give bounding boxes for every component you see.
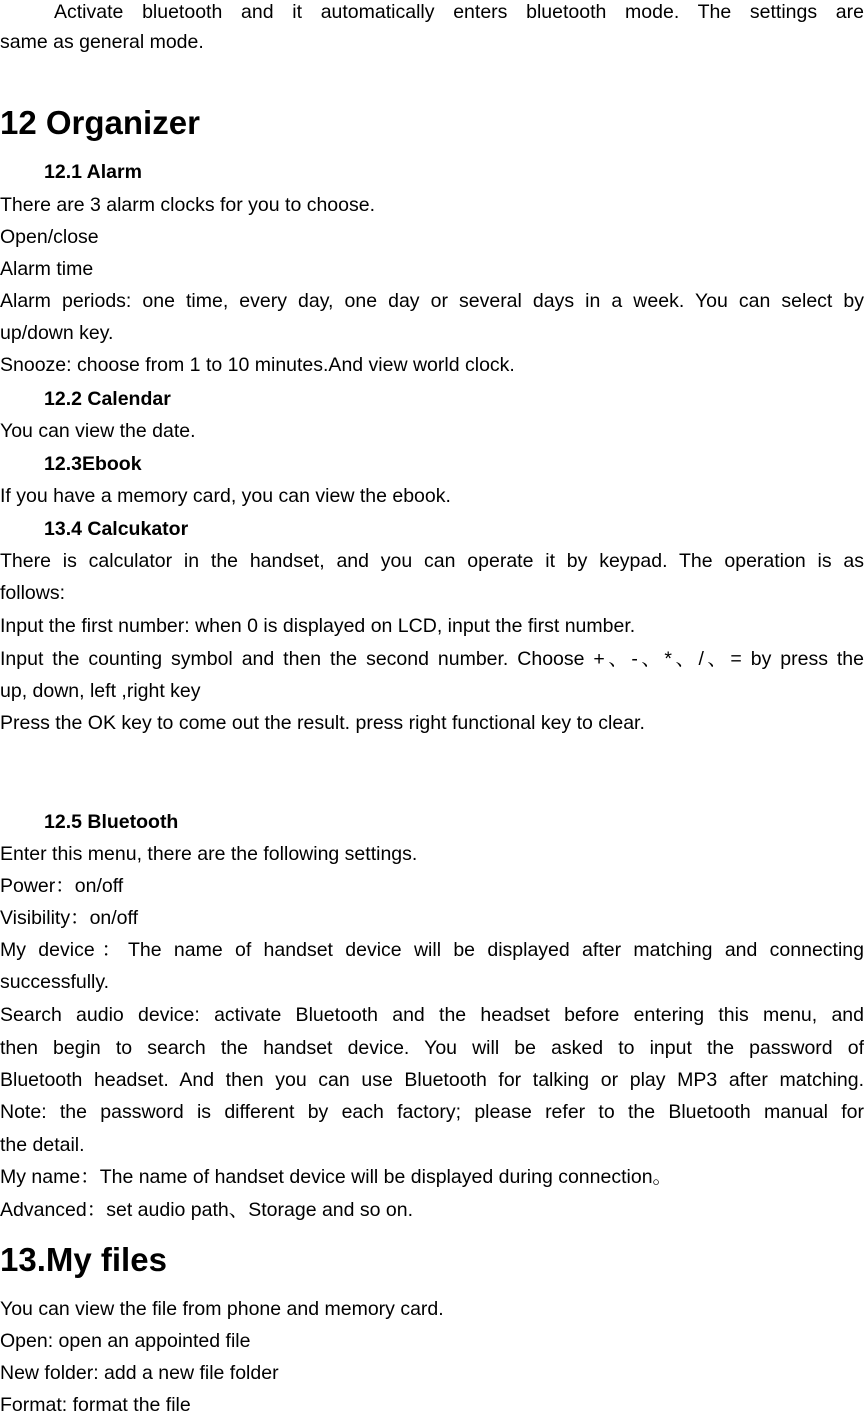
alarm-line: Open/close (0, 226, 99, 248)
bluetooth-line: then begin to search the handset device. You will be asked to input the password of (0, 1037, 864, 1059)
calculator-line: Press the OK key to come out the result. press right functional key to clear. (0, 712, 645, 734)
bluetooth-line: Power：on/off (0, 875, 124, 897)
bluetooth-heading: 12.5 Bluetooth (44, 811, 179, 833)
ebook-heading: 12.3Ebook (44, 453, 142, 475)
bluetooth-line: Visibility：on/off (0, 907, 139, 929)
calendar-heading: 12.2 Calendar (44, 388, 171, 410)
alarm-line: Alarm time (0, 258, 94, 280)
calculator-line: There is calculator in the handset, and you can operate it by keypad. The operation is as (0, 550, 864, 572)
bluetooth-line: Note: the password is different by each factory; please refer to the Bluetooth manual for (0, 1101, 864, 1123)
alarm-line: Alarm periods: one time, every day, one day or several days in a week. You can select by (0, 290, 864, 312)
calculator-line: Input the counting symbol and then the second number. Choose +、-、*、/、= by press the (0, 648, 864, 670)
my-files-line: Format: format the file (0, 1394, 191, 1416)
organizer-heading: 12 Organizer (0, 104, 200, 141)
alarm-line: There are 3 alarm clocks for you to choose. (0, 194, 376, 216)
intro-line-2: same as general mode. (0, 31, 204, 53)
ebook-line: If you have a memory card, you can view the ebook. (0, 485, 451, 507)
bluetooth-line: Search audio device: activate Bluetooth and the headset before entering this menu, and (0, 1004, 864, 1026)
intro-line-1: Activate bluetooth and it automatically enters bluetooth mode. The settings are (54, 1, 864, 23)
bluetooth-line: My name：The name of handset device will be displayed during connection。 (0, 1166, 673, 1188)
bluetooth-line: Bluetooth headset. And then you can use Bluetooth for talking or play MP3 after matching. (0, 1069, 864, 1091)
calculator-heading: 13.4 Calcukator (44, 518, 189, 540)
my-files-line: Open: open an appointed file (0, 1330, 251, 1352)
alarm-line: up/down key. (0, 322, 114, 344)
alarm-heading: 12.1 Alarm (44, 161, 142, 183)
alarm-line: Snooze: choose from 1 to 10 minutes.And view world clock. (0, 354, 515, 376)
bluetooth-line: My device：The name of handset device will be displayed after matching and connecting (0, 939, 864, 961)
calculator-line: follows: (0, 582, 66, 604)
calendar-line: You can view the date. (0, 420, 196, 442)
my-files-line: You can view the file from phone and memory card. (0, 1298, 444, 1320)
bluetooth-line: the detail. (0, 1134, 85, 1156)
my-files-heading: 13.My files (0, 1241, 167, 1278)
bluetooth-line: Enter this menu, there are the following settings. (0, 843, 418, 865)
bluetooth-line: successfully. (0, 971, 110, 993)
calculator-line: up, down, left ,right key (0, 680, 201, 702)
bluetooth-line: Advanced：set audio path、Storage and so on. (0, 1199, 414, 1221)
calculator-line: Input the first number: when 0 is displayed on LCD, input the first number. (0, 615, 636, 637)
my-files-line: New folder: add a new file folder (0, 1362, 279, 1384)
